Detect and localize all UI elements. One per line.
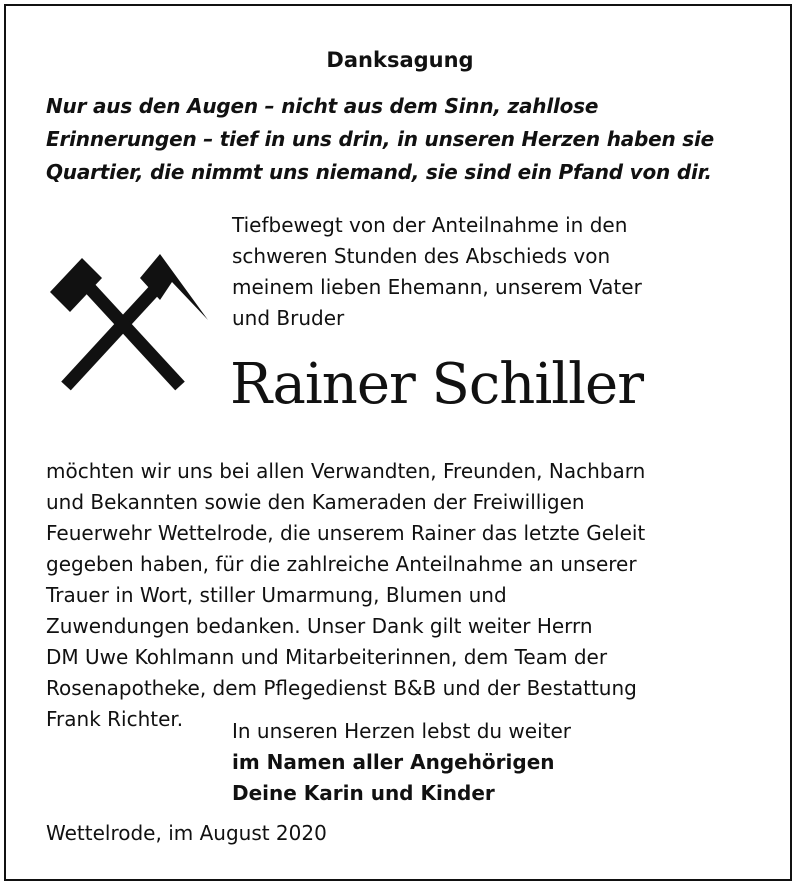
quote-line: Quartier, die nimmt uns niemand, sie sind ein Pfand von dir. [46,160,712,184]
body-line: DM Uwe Kohlmann und Mitarbeiterinnen, dem Team der [46,645,608,669]
intro-line: und Bruder [232,306,345,330]
body-line: möchten wir uns bei allen Verwandten, Freunden, Nachbarn [46,459,646,483]
body-line: Frank Richter. [46,707,184,731]
quote-line: Nur aus den Augen – nicht aus dem Sinn, zahllose [46,94,599,118]
signature-line: im Namen aller Angehörigen [232,750,555,774]
deceased-name: Rainer Schiller [230,352,643,417]
memorial-quote [46,90,766,189]
signature-names: Deine Karin und Kinder [232,781,495,805]
place-and-date: Wettelrode, im August 2020 [46,821,327,845]
intro-line: meinem lieben Ehemann, unserem Vater [232,275,642,299]
intro-text [232,210,752,334]
intro-line: schweren Stunden des Abschieds von [232,244,611,268]
body-line: Zuwendungen bedanken. Unser Dank gilt weiter Herrn [46,614,593,638]
body-line: Trauer in Wort, stiller Umarmung, Blumen und [46,583,507,607]
closing-block [232,716,752,809]
body-line: und Bekannten sowie den Kameraden der Freiwilligen [46,490,585,514]
body-line: Rosenapotheke, dem Pflegedienst B&B und der Bestattung [46,676,637,700]
closing-line: In unseren Herzen lebst du weiter [232,719,572,743]
thanks-text [46,456,766,735]
quote-line: Erinnerungen – tief in uns drin, in unseren Herzen haben sie [46,127,715,151]
body-line: Feuerwehr Wettelrode, die unserem Rainer das letzte Geleit [46,521,646,545]
intro-line: Tiefbewegt von der Anteilnahme in den [232,213,628,237]
body-line: gegeben haben, für die zahlreiche Anteilnahme an unserer [46,552,637,576]
hammer-and-pick-icon [44,248,208,396]
notice-title: Danksagung [326,48,474,72]
